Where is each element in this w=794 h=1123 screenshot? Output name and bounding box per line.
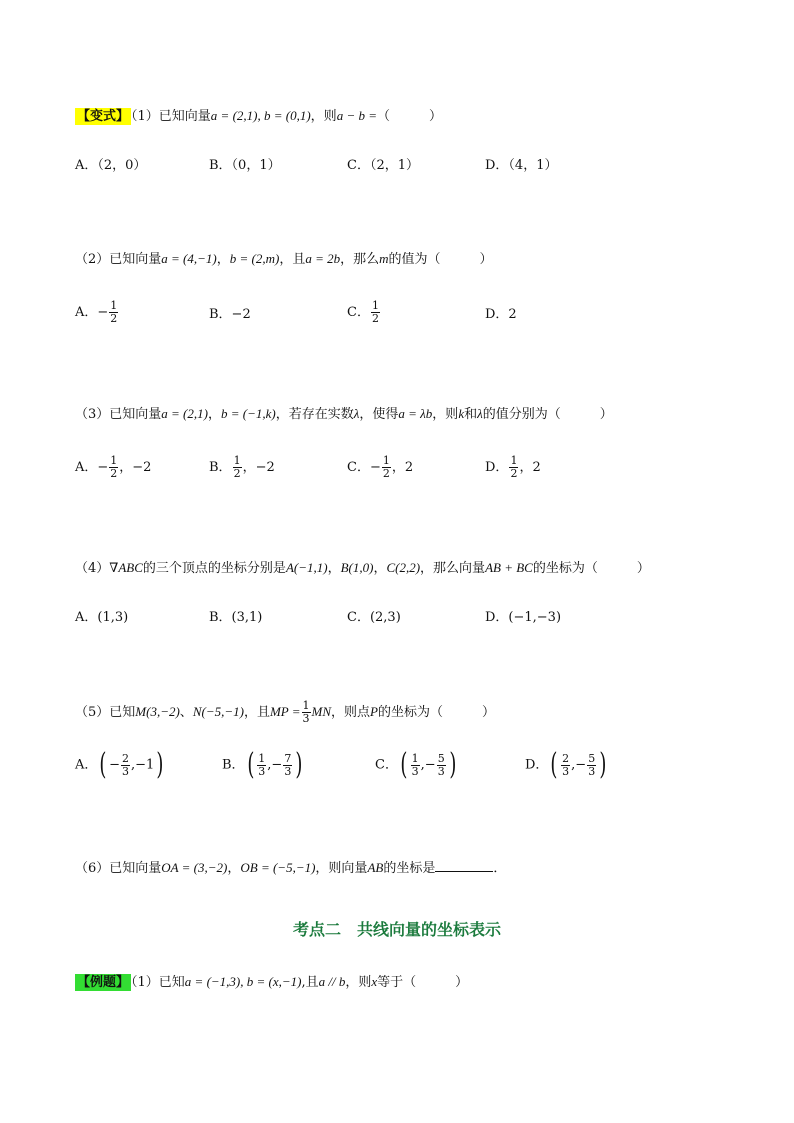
fraction xyxy=(587,753,596,778)
numerator: 1 xyxy=(510,454,518,467)
left-paren: ( xyxy=(550,747,558,782)
q4-point-b: B(1,0) xyxy=(340,560,374,575)
q3-c-tail: ，2 xyxy=(391,460,414,475)
q4-stem: （4） xyxy=(75,561,110,576)
q3-var-k: k xyxy=(458,406,465,421)
denominator: 3 xyxy=(437,764,445,778)
numerator: 1 xyxy=(382,454,390,467)
q4-option-a[interactable]: A．(1,3) xyxy=(75,610,129,625)
ex-q1-stem: （1）已知 xyxy=(131,975,185,990)
q3-vector-a: a = (2,1) xyxy=(161,406,208,421)
ex-q1-sep1: ,且 xyxy=(301,975,319,990)
q3-a-tail: ，−2 xyxy=(119,460,152,475)
q3-sep3: ，使得 xyxy=(359,407,399,422)
q6-end: 的坐标是 xyxy=(383,861,436,876)
fraction xyxy=(371,300,380,325)
question-5 xyxy=(75,700,495,725)
q2-vector-b: b = (2,m) xyxy=(229,251,280,266)
denominator: 3 xyxy=(258,764,266,778)
q1-option-c[interactable]: C．（2，1） xyxy=(347,158,419,173)
numerator: 2 xyxy=(122,751,130,765)
q3-c-label: C．− xyxy=(347,460,381,475)
right-paren: ) xyxy=(449,747,457,782)
section-title: 考点二 共线向量的坐标表示 xyxy=(292,920,501,939)
q6-sep1: ， xyxy=(227,861,241,876)
q3-sep4: ，则 xyxy=(432,407,459,422)
q4-sep2: ， xyxy=(373,561,387,576)
q5-stem: （5）已知 xyxy=(75,705,136,720)
numerator: 1 xyxy=(302,699,310,712)
q3-end: 的值分别为（ ） xyxy=(482,407,613,422)
q5-d-label: D． xyxy=(525,757,549,773)
q2-var-m: m xyxy=(379,251,389,266)
ex-q1-sep2: ，则 xyxy=(345,975,372,990)
q6-period: ． xyxy=(493,861,507,876)
q5-option-c[interactable]: C．( $\frac{1}{3}$ ,− $\frac{5}{3}$ ) xyxy=(375,747,457,782)
denominator: 2 xyxy=(110,467,118,480)
q3-and: 和 xyxy=(464,407,478,422)
q5-point-p: P xyxy=(370,704,378,719)
q3-d-label: D． xyxy=(485,460,509,475)
fraction xyxy=(233,455,242,480)
q3-stem: （3）已知向量 xyxy=(75,407,162,422)
q4-vector-sum: AB + BC xyxy=(485,560,533,575)
q3-b-tail: ，−2 xyxy=(242,460,275,475)
q2-vector-a: a = (4,−1) xyxy=(161,251,217,266)
q2-option-c[interactable] xyxy=(347,300,381,325)
q2-sep3: ，那么 xyxy=(340,252,380,267)
q4-triangle: ∇ABC xyxy=(109,560,143,575)
fraction xyxy=(411,753,420,778)
q2-a-label: A．− xyxy=(75,305,109,320)
numerator: 1 xyxy=(110,454,118,467)
fraction xyxy=(109,455,118,480)
q2-c-label: C． xyxy=(347,305,370,320)
numerator: 1 xyxy=(110,299,118,312)
q4-text2: ，那么向量 xyxy=(420,561,486,576)
q4-option-d[interactable]: D．(−1,−3) xyxy=(485,610,562,625)
q3-sep1: ， xyxy=(207,407,221,422)
q3-lambda-2: λ xyxy=(477,406,483,421)
numerator: 1 xyxy=(258,751,266,765)
q1-mid: ，则 xyxy=(310,109,337,124)
denominator: 3 xyxy=(588,764,596,778)
question-1 xyxy=(75,106,442,127)
q1-vectors: a = (2,1), b = (0,1) xyxy=(210,108,311,123)
question-6 xyxy=(75,858,506,879)
q1-ask: a − b = xyxy=(336,108,377,123)
q3-option-d[interactable] xyxy=(485,455,541,480)
fraction xyxy=(437,753,446,778)
q2-end: 的值为（ ） xyxy=(388,252,493,267)
question-4 xyxy=(75,558,650,579)
q3-option-b[interactable] xyxy=(209,455,275,480)
q6-stem: （6）已知向量 xyxy=(75,861,162,876)
ex-q1-var-x: x xyxy=(371,974,378,989)
q6-vector-ab: AB xyxy=(367,860,384,875)
q2-option-b[interactable]: B．−2 xyxy=(209,307,251,322)
q1-stem: （1）已知向量 xyxy=(131,109,211,124)
q5-a-label: A． xyxy=(75,757,98,773)
fraction xyxy=(121,753,130,778)
variant-tag: 【变式】 xyxy=(77,109,130,124)
denominator: 2 xyxy=(382,467,390,480)
ex-q1-parallel: a // b xyxy=(318,974,346,989)
example-question-1 xyxy=(75,972,468,993)
denominator: 3 xyxy=(122,764,130,778)
q1-option-d[interactable]: D．（4，1） xyxy=(485,158,558,173)
q5-option-b[interactable]: B．( $\frac{1}{3}$ ,− $\frac{7}{3}$ ) xyxy=(222,747,303,782)
q6-sep2: ，则向量 xyxy=(315,861,368,876)
left-paren: ( xyxy=(246,747,254,782)
q3-b-label: B． xyxy=(209,460,232,475)
q3-lambda: λ xyxy=(353,406,360,421)
fraction xyxy=(257,753,266,778)
denominator: 2 xyxy=(233,467,241,480)
fraction xyxy=(561,753,570,778)
denominator: 2 xyxy=(510,467,518,480)
q5-sep2: ，且 xyxy=(243,705,270,720)
denominator: 2 xyxy=(371,312,379,325)
q3-sep2: ，若存在实数 xyxy=(275,407,354,422)
fraction xyxy=(109,300,118,325)
q3-vector-b: b = (−1,k) xyxy=(220,406,276,421)
q3-condition: a = λb xyxy=(398,406,433,421)
q4-end: 的坐标为（ ） xyxy=(532,561,650,576)
q2-option-a[interactable] xyxy=(75,300,119,325)
numerator: 5 xyxy=(588,751,596,765)
q5-c-label: C． xyxy=(375,757,398,773)
q5-vector-mp: MP = xyxy=(269,704,301,719)
q6-vector-oa: OA = (3,−2) xyxy=(161,860,228,875)
q5-option-a[interactable] xyxy=(75,747,166,782)
q4-option-b[interactable]: B．(3,1) xyxy=(209,610,263,625)
q5-b-label: B． xyxy=(222,757,245,773)
denominator: 3 xyxy=(284,764,292,778)
q2-option-d[interactable]: D．2 xyxy=(485,307,517,322)
fraction xyxy=(283,753,292,778)
q5-point-m: M(3,−2) xyxy=(135,704,180,719)
left-paren: ( xyxy=(99,747,107,782)
q2-sep1: ， xyxy=(216,252,230,267)
q5-vector-mn: MN xyxy=(311,704,332,719)
denominator: 2 xyxy=(110,312,118,325)
fraction xyxy=(509,455,518,480)
q5-sep3: ，则点 xyxy=(331,705,371,720)
denominator: 3 xyxy=(562,764,570,778)
numerator: 2 xyxy=(562,751,570,765)
numerator: 1 xyxy=(411,751,419,765)
q5-end: 的坐标为（ ） xyxy=(377,705,495,720)
q3-option-a[interactable] xyxy=(75,455,151,480)
numerator: 5 xyxy=(437,751,445,765)
q5-a-pre: − xyxy=(109,757,121,773)
q5-point-n: N(−5,−1) xyxy=(192,704,244,719)
question-3 xyxy=(75,404,613,425)
q3-d-tail: ，2 xyxy=(519,460,541,475)
q1-option-a[interactable]: A．（2，0） xyxy=(75,158,147,173)
q5-sep1: 、 xyxy=(179,705,193,720)
q4-point-a: A(−1,1) xyxy=(285,560,328,575)
q6-vector-ob: OB = (−5,−1) xyxy=(240,860,316,875)
ex-q1-end: 等于（ ） xyxy=(377,975,469,990)
q5-option-d[interactable]: D．( $\frac{2}{3}$ ,− $\frac{5}{3}$ ) xyxy=(525,747,607,782)
q2-stem: （2）已知向量 xyxy=(75,252,162,267)
q2-sep2: ，且 xyxy=(279,252,306,267)
denominator: 3 xyxy=(411,764,419,778)
numerator: 7 xyxy=(284,751,292,765)
q3-option-c[interactable] xyxy=(347,455,413,480)
q4-sep1: ， xyxy=(327,561,341,576)
q4-point-c: C(2,2) xyxy=(386,560,421,575)
right-paren: ) xyxy=(156,747,164,782)
ex-q1-vectors: a = (−1,3), b = (x,−1) xyxy=(184,974,302,989)
right-paren: ) xyxy=(599,747,607,782)
numerator: 1 xyxy=(233,454,241,467)
example-tag: 【例题】 xyxy=(77,975,130,990)
right-paren: ) xyxy=(295,747,303,782)
fraction xyxy=(302,700,311,725)
answer-blank[interactable] xyxy=(435,859,493,872)
numerator: 1 xyxy=(371,299,379,312)
q1-end: （ ） xyxy=(376,109,442,124)
q2-condition: a = 2b xyxy=(305,251,341,266)
question-2 xyxy=(75,249,493,270)
fraction xyxy=(382,455,391,480)
q3-a-label: A．− xyxy=(75,460,109,475)
q5-a-tail: ,−1 xyxy=(131,757,155,773)
q4-text1: 的三个顶点的坐标分别是 xyxy=(142,561,286,576)
denominator: 3 xyxy=(302,712,310,725)
left-paren: ( xyxy=(400,747,408,782)
q4-option-c[interactable]: C．(2,3) xyxy=(347,610,401,625)
q1-option-b[interactable]: B．（0，1） xyxy=(209,158,281,173)
